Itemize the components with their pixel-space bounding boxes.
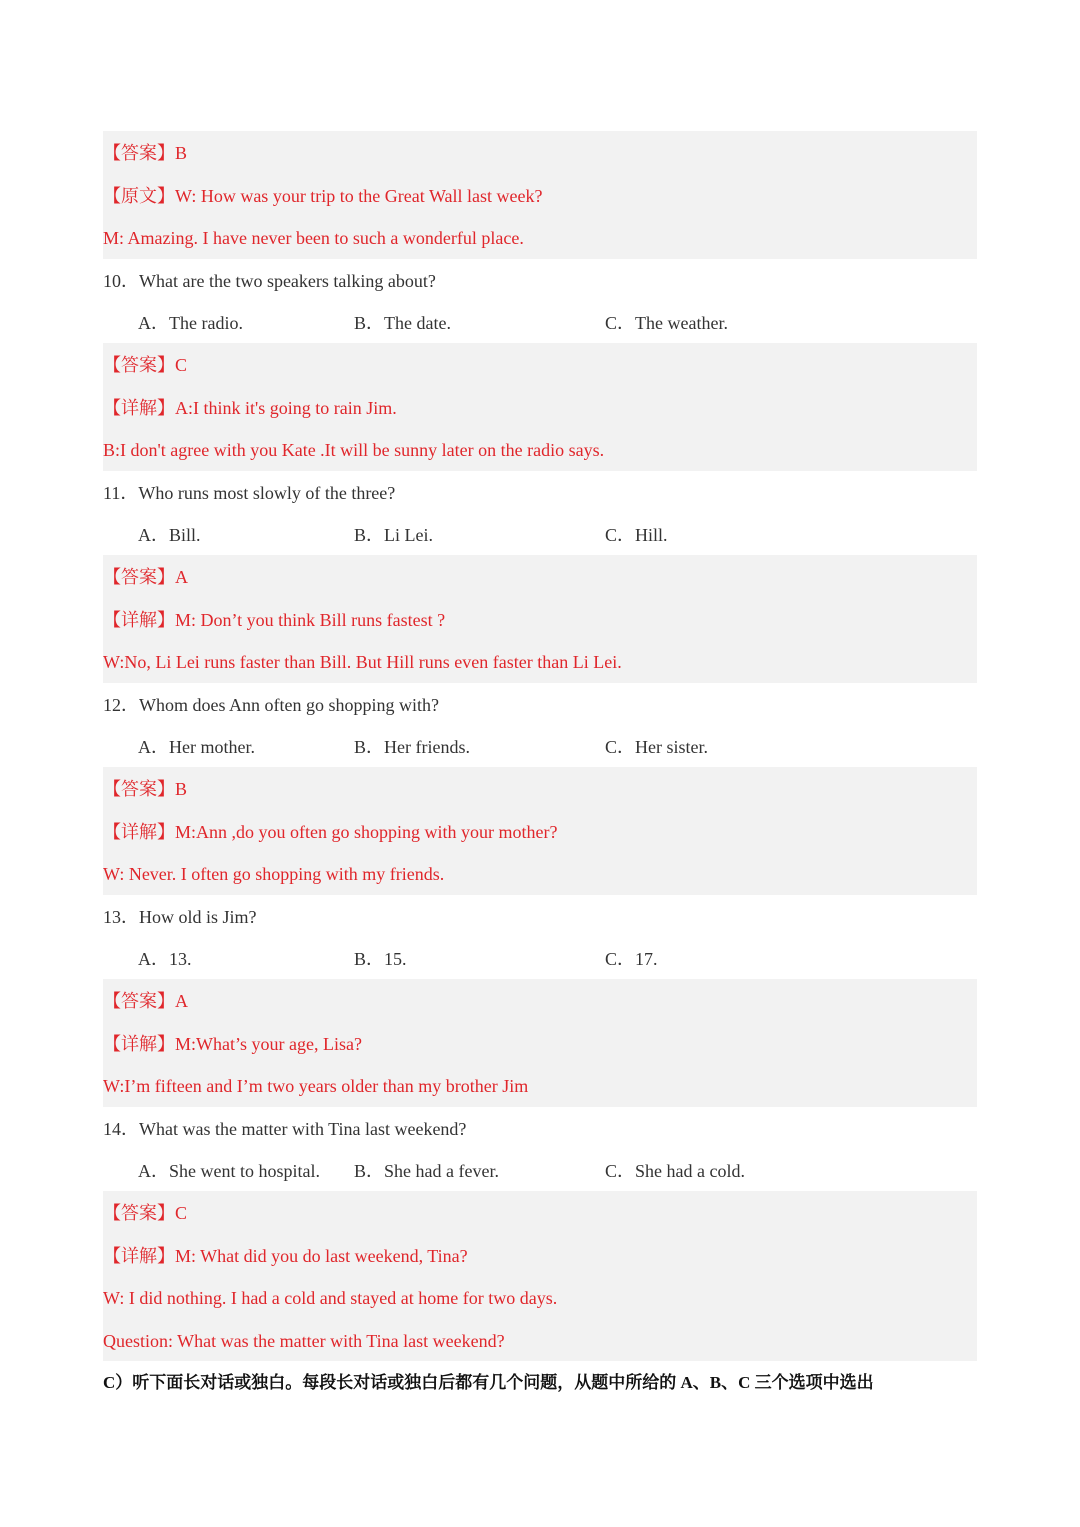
option-c: C．She had a cold. [605,1161,745,1181]
question-text: 13．How old is Jim? [103,907,257,927]
question-text: 10．What are the two speakers talking about? [103,271,436,291]
answer-label: 【答案】C [103,355,188,375]
option-b: B．The date. [354,313,451,333]
explanation-line: M: Amazing. I have never been to such a wonderful place. [103,228,524,248]
option-c: C．Hill. [605,525,668,545]
section-heading: C）听下面长对话或独白。每段长对话或独白后都有几个问题，从题中所给的 A、B、C 三个选项中选出 [103,1373,874,1392]
explanation-line: W:No, Li Lei runs faster than Bill. But Hill runs even faster than Li Lei. [103,652,622,672]
answer-label: 【答案】B [103,143,188,163]
explanation-line: W: Never. I often go shopping with my friends. [103,864,445,884]
question-text: 12．Whom does Ann often go shopping with? [103,695,439,715]
question-text: 11．Who runs most slowly of the three? [103,483,396,503]
option-c: C．Her sister. [605,737,708,757]
option-c: C．17. [605,949,658,969]
option-a: A．The radio. [138,313,243,333]
explanation-line: 【详解】M:Ann ,do you often go shopping with your mother? [103,822,558,842]
explanation-line: W:I’m fifteen and I’m two years older than my brother Jim [103,1076,529,1096]
option-b: B．Her friends. [354,737,470,757]
option-b: B．15. [354,949,407,969]
answer-label: 【答案】A [103,567,188,587]
option-b: B．She had a fever. [354,1161,499,1181]
explanation-line: 【详解】A:I think it's going to rain Jim. [103,398,397,418]
answer-label: 【答案】B [103,779,188,799]
explanation-line: 【原文】W: How was your trip to the Great Wall last week? [103,186,543,206]
option-a: A．13. [138,949,192,969]
explanation-line: B:I don't agree with you Kate .It will be sunny later on the radio says. [103,440,605,460]
explanation-line: 【详解】M: What did you do last weekend, Tina? [103,1246,468,1266]
option-c: C．The weather. [605,313,728,333]
question-text: 14．What was the matter with Tina last weekend? [103,1119,467,1139]
answer-label: 【答案】C [103,1203,188,1223]
option-a: A．Her mother. [138,737,255,757]
explanation-line: Question: What was the matter with Tina last weekend? [103,1331,505,1351]
explanation-line: 【详解】M: Don’t you think Bill runs fastest ? [103,610,446,630]
option-a: A．She went to hospital. [138,1161,320,1181]
explanation-line: W: I did nothing. I had a cold and stayed at home for two days. [103,1288,558,1308]
option-b: B．Li Lei. [354,525,433,545]
answer-label: 【答案】A [103,991,188,1011]
explanation-line: 【详解】M:What’s your age, Lisa? [103,1034,362,1054]
option-a: A．Bill. [138,525,201,545]
